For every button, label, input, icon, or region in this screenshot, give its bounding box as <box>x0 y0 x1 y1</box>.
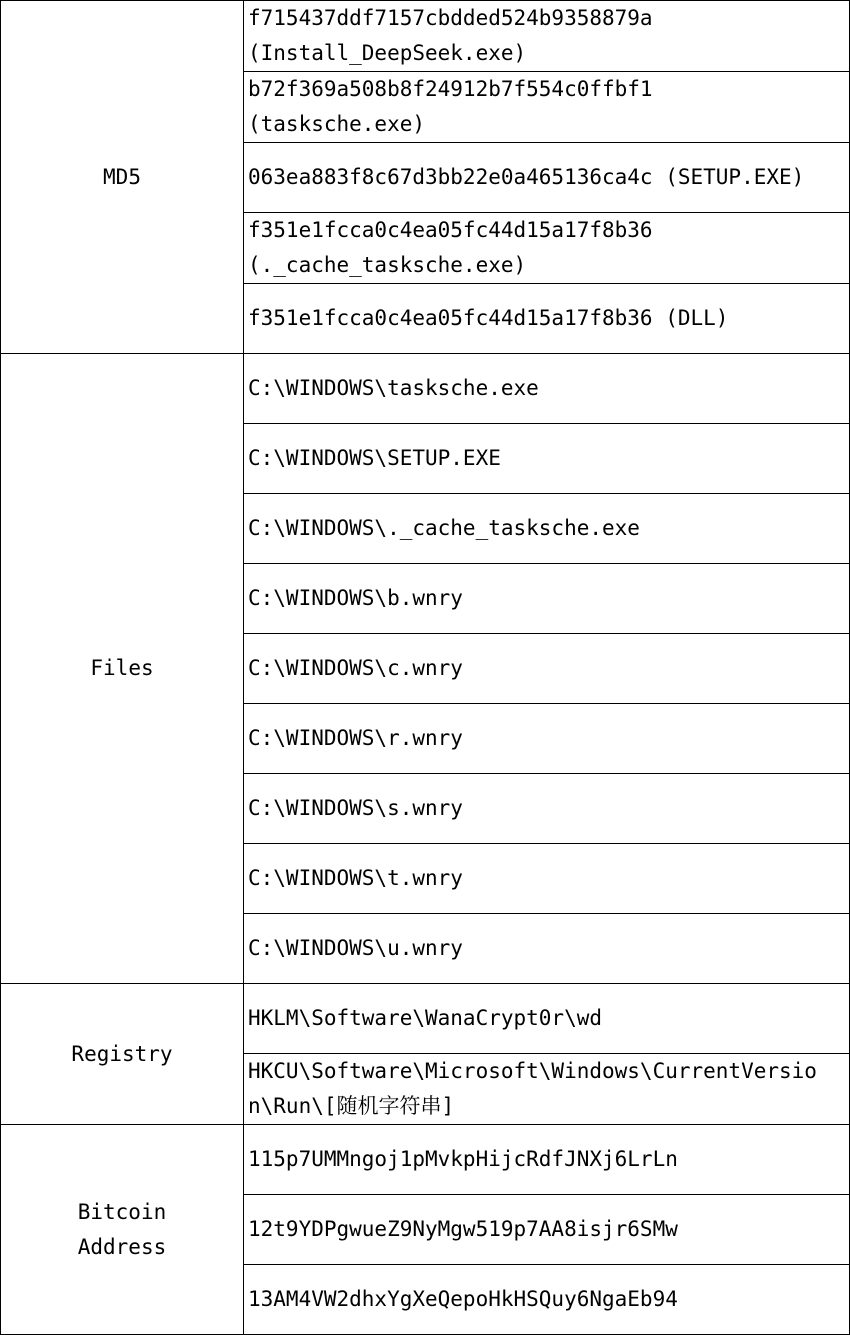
md5-hash: f715437ddf7157cbdded524b9358879a <box>248 6 653 30</box>
md5-cell <box>244 72 850 143</box>
md5-cell <box>244 284 850 354</box>
bitcoin-label <box>1 1125 244 1335</box>
file-path: C:\WINDOWS\r.wnry <box>244 704 850 774</box>
md5-filename: (._cache_tasksche.exe) <box>248 253 527 277</box>
md5-cell <box>244 1 850 72</box>
file-path: C:\WINDOWS\._cache_tasksche.exe <box>244 494 850 564</box>
md5-label: MD5 <box>1 1 244 354</box>
files-row <box>1 354 850 424</box>
registry-key <box>244 1054 850 1125</box>
md5-cell <box>244 213 850 284</box>
bitcoin-label-line: Bitcoin <box>77 1199 167 1224</box>
md5-row <box>1 1 850 72</box>
md5-filename: (tasksche.exe) <box>248 112 426 136</box>
bitcoin-address: 115p7UMMngoj1pMvkpHijcRdfJNXj6LrLn <box>244 1125 850 1195</box>
registry-label: Registry <box>1 984 244 1125</box>
md5-hash: f351e1fcca0c4ea05fc44d15a17f8b36 <box>248 218 653 242</box>
registry-row <box>1 984 850 1054</box>
file-path: C:\WINDOWS\t.wnry <box>244 844 850 914</box>
file-path: C:\WINDOWS\SETUP.EXE <box>244 424 850 494</box>
registry-key <box>244 984 850 1054</box>
file-path: C:\WINDOWS\b.wnry <box>244 564 850 634</box>
md5-filename: (Install_DeepSeek.exe) <box>248 41 527 65</box>
bitcoin-address: 13AM4VW2dhxYgXeQepoHkHSQuy6NgaEb94 <box>244 1265 850 1335</box>
file-path: C:\WINDOWS\u.wnry <box>244 914 850 984</box>
bitcoin-label-line: Address <box>77 1234 167 1259</box>
registry-key-line: HKCU\Software\Microsoft\Windows\CurrentVersio <box>248 1059 817 1083</box>
bitcoin-row <box>1 1125 850 1195</box>
md5-cell <box>244 143 850 213</box>
file-path: C:\WINDOWS\tasksche.exe <box>244 354 850 424</box>
md5-hash: b72f369a508b8f24912b7f554c0ffbf1 <box>248 77 653 101</box>
md5-hash: f351e1fcca0c4ea05fc44d15a17f8b36 (DLL) <box>248 306 729 330</box>
file-path: C:\WINDOWS\c.wnry <box>244 634 850 704</box>
md5-hash: 063ea883f8c67d3bb22e0a465136ca4c (SETUP.EXE) <box>248 165 805 189</box>
file-path: C:\WINDOWS\s.wnry <box>244 774 850 844</box>
files-label: Files <box>1 354 244 984</box>
registry-key-line: n\Run\[随机字符串] <box>248 1094 455 1118</box>
registry-key-line: HKLM\Software\WanaCrypt0r\wd <box>248 1006 603 1030</box>
bitcoin-address: 12t9YDPgwueZ9NyMgw519p7AA8isjr6SMw <box>244 1195 850 1265</box>
